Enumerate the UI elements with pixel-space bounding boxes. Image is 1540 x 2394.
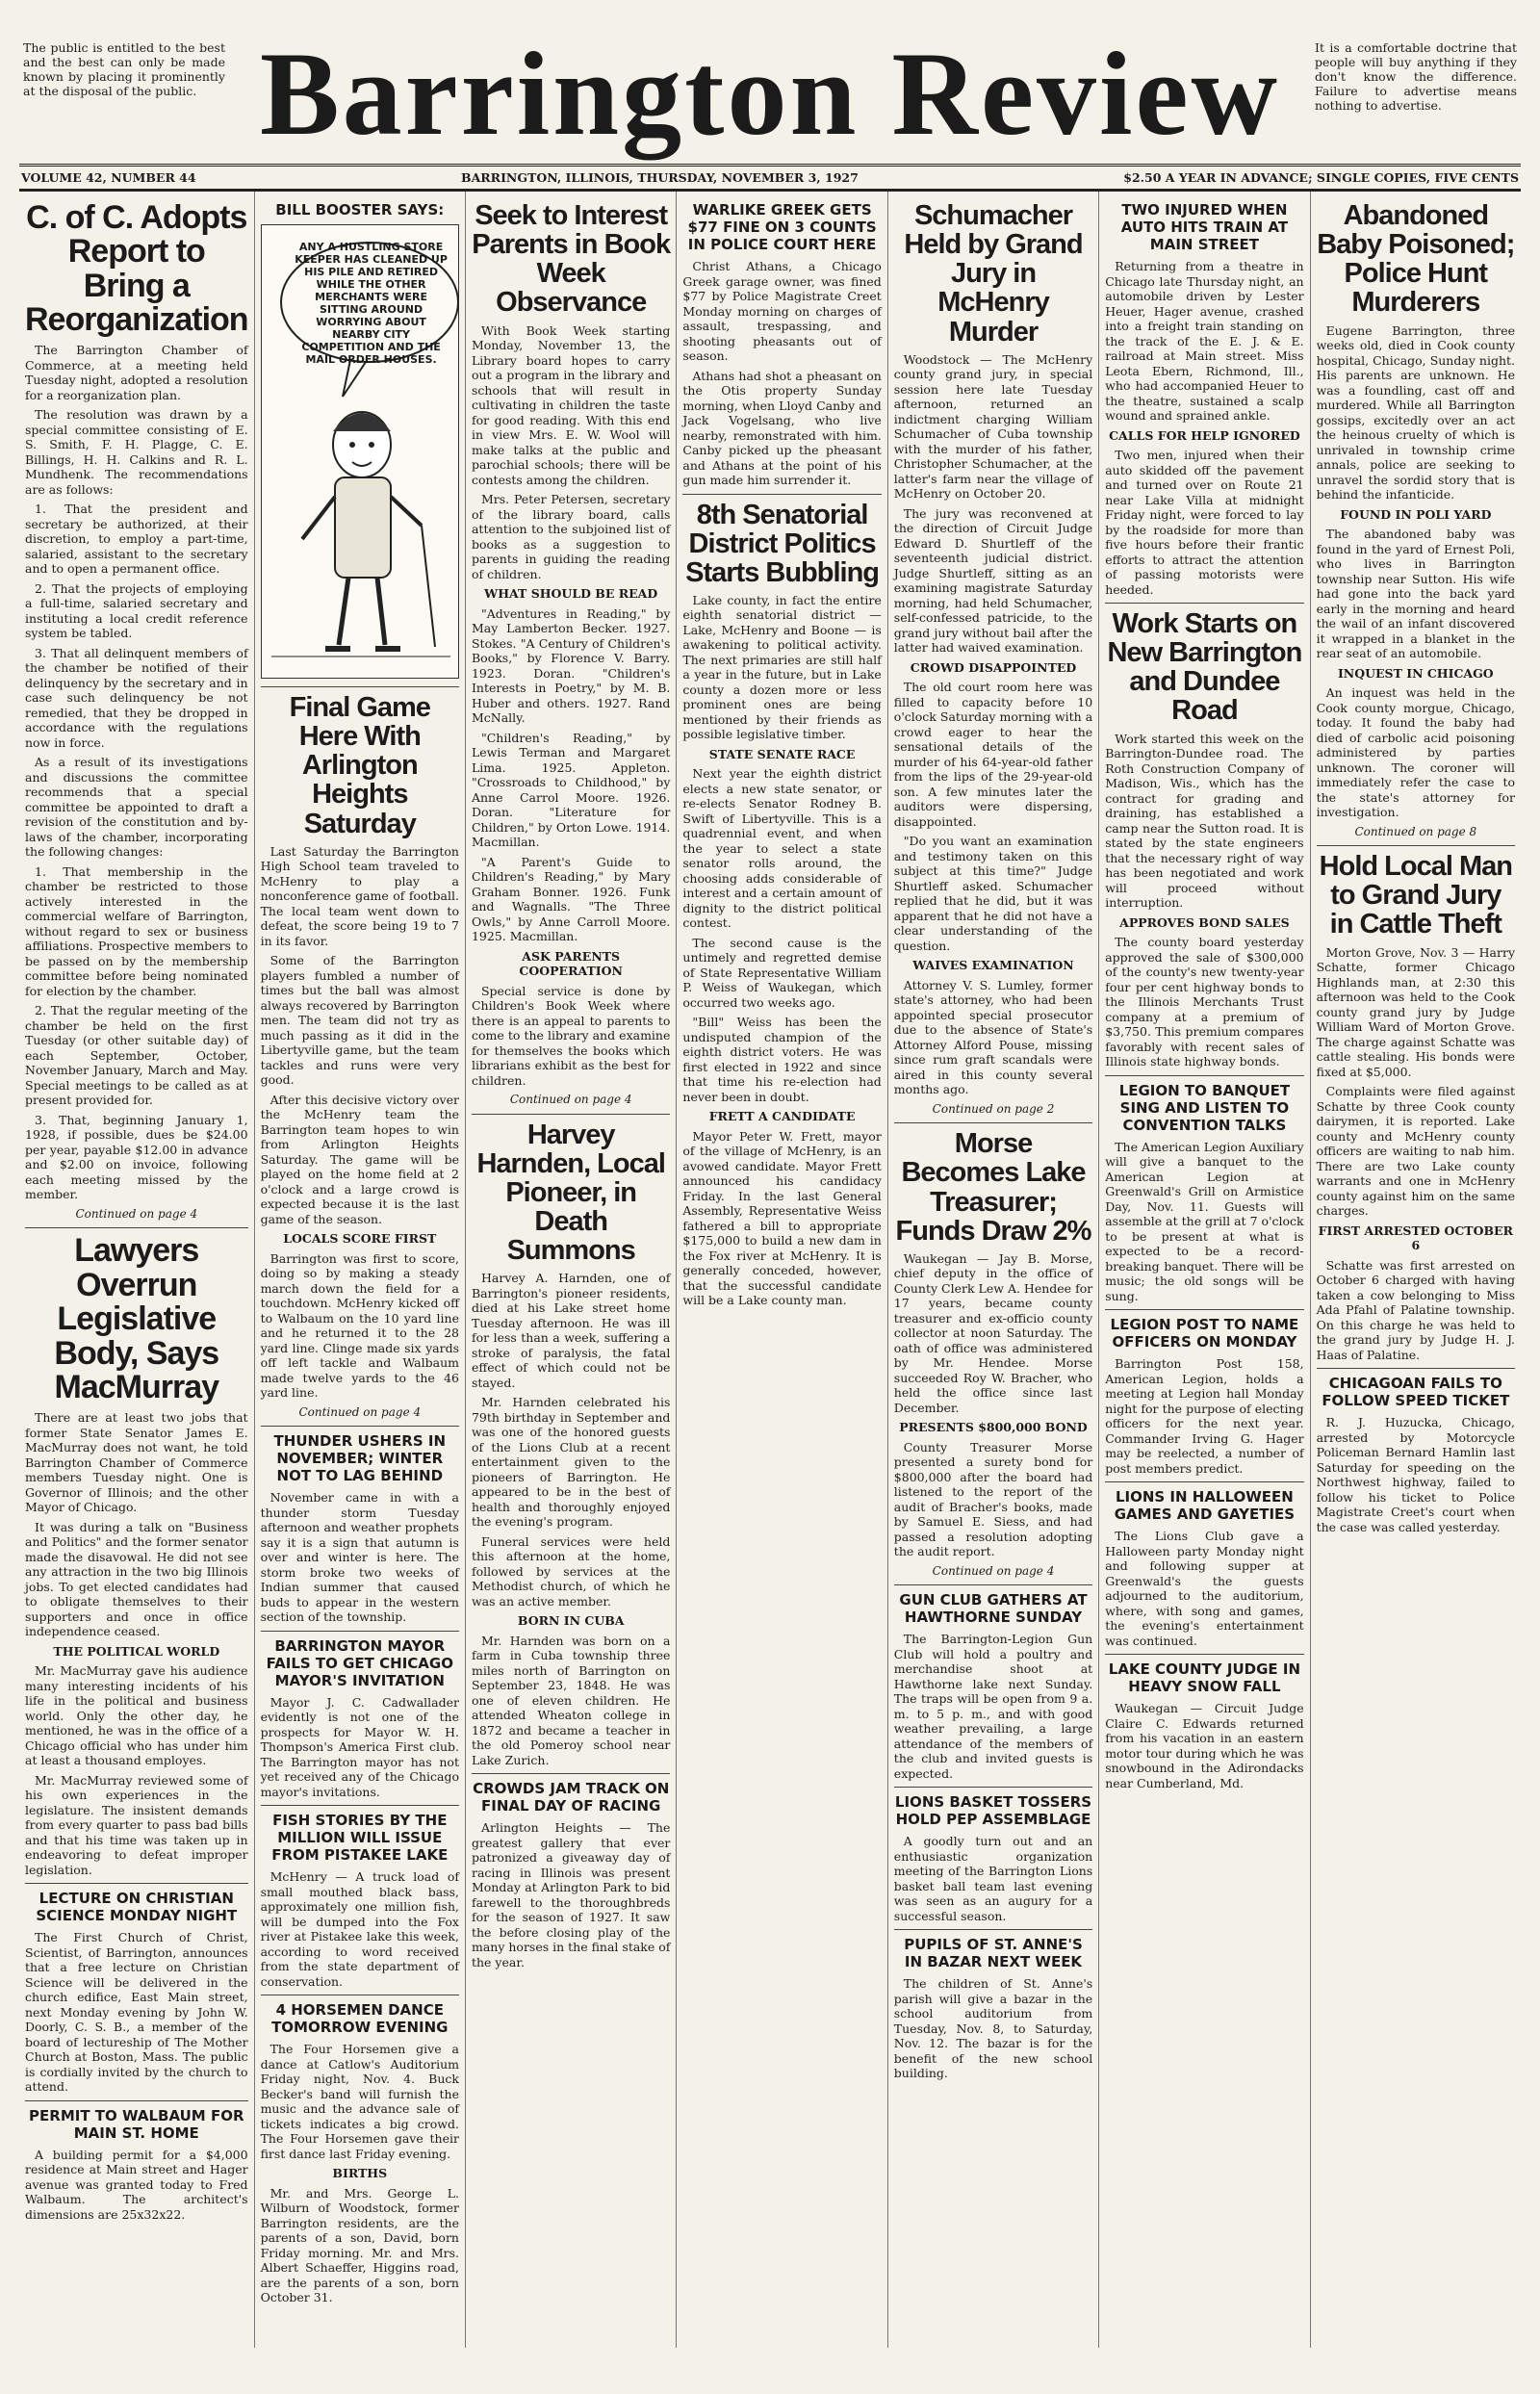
headline-chamber-reorganization: C. of C. Adopts Report to Bring a Reorganization — [25, 199, 248, 339]
subheading: BIRTHS — [332, 2166, 388, 2181]
column-3 — [466, 192, 677, 2348]
article-text: Two men, injured when their auto skidded off the pavement and turned over on Route 21 near Lake Villa at midnight Friday night, were forced to lay by the roadside for more than five hours before their frantic efforts to attract the attention of passing motorists were heeded. — [1105, 448, 1304, 597]
divider — [261, 1631, 459, 1632]
headline-harvey-harnden: Harvey Harnden, Local Pioneer, in Death Summons — [476, 1119, 665, 1267]
headline-crowds-track: CROWDS JAM TRACK ON FINAL DAY OF RACING — [473, 1780, 670, 1815]
headline-horsemen-dance: 4 HORSEMEN DANCE TOMORROW EVENING — [271, 2001, 449, 2037]
headline-mayor-invitation: BARRINGTON MAYOR FAILS TO GET CHICAGO MAYOR'S INVITATION — [266, 1636, 453, 1689]
article-text: An inquest was held in the Cook county morgue, Chicago, today. It found the baby had died of carbolic acid poisoning administered by parties unknown. The coroner will immediately refer the case to the state's attorney for investigation. — [1316, 685, 1516, 820]
subheading: INQUEST IN CHICAGO — [1337, 665, 1494, 681]
article-text: Barrington Post 158, American Legion, holds a meeting at Legion hall Monday night for the purpose of electing officers for the next year. Commander Irving G. Hager may be reelected, a number of post members predict. — [1105, 1356, 1304, 1476]
headline-abandoned-baby: Abandoned Baby Poisoned; Police Hunt Murderers — [1317, 200, 1515, 319]
article-text: Some of the Barrington players fumbled a number of times but the ball was almost always recovered by Barrington men. The team did not try as much passing as it did in the Libertyville game, but the team tackles and runs were very good. — [260, 953, 459, 1088]
article-text: Funeral services were held this afternoon at the home, followed by services at the Methodist church, of which he was an active member. — [471, 1533, 671, 1609]
subheading: WHAT SHOULD BE READ — [484, 586, 658, 602]
article-text: November came in with a thunder storm Tuesday afternoon and weather prophets say it is a sign that autumn is over and winter is here. The storm broke two weeks of Indian summer that caused buds to appear in the western section of the township. — [260, 1490, 459, 1625]
newspaper-page — [19, 19, 1521, 2355]
article-text: Mayor Peter W. Frett, mayor of the village of McHenry, is an avowed candidate. Mayor Frett announced his candidacy Friday. In the last General Assembly, Representative Weiss fathered a bill to appropriate $175,000 to build a new dam in the Fox river at McHenry. It is generally conceded, however, that the successful candidate will be a Lake county man. — [682, 1128, 882, 1308]
article-text: The American Legion Auxiliary will give a banquet to the American Legion at Greenwald's Grill on Armistice Day, Nov. 11. Guests will assemble at the grill at 7 o'clock to be present at what is expected to be a record-breaking banquet. There will be music; the old songs will be sung. — [1105, 1139, 1304, 1303]
column-2 — [255, 192, 466, 2348]
article-text: The abandoned baby was found in the yard of Ernest Poli, who lives in Barrington township near Sutton. His wife had gone into the back yard early in the morning and heard the wail of an infant discovered it wrapped in a blanket in the rear seat of an automobile. — [1316, 527, 1516, 661]
headline-speed-ticket: CHICAGOAN FAILS TO FOLLOW SPEED TICKET — [1322, 1375, 1510, 1410]
subheading: BORN IN CUBA — [517, 1613, 625, 1629]
column-7 — [1311, 192, 1521, 2348]
divider — [261, 1426, 459, 1427]
article-text: The county board yesterday approved the sale of $300,000 of the county's new twenty-year four per cent highway bonds to the Illinois Merchants Trust company at a premium of $3,750. This premium compares favorably with recent sales of Illinois state highway bonds. — [1105, 935, 1304, 1069]
article-text: The children of St. Anne's parish will give a bazar in the school auditorium from Tuesday, Nov. 8, to Saturday, Nov. 12. The bazar is for the benefit of the new school building. — [893, 1976, 1093, 2081]
article-text: Mr. Harnden was born on a farm in Cuba township three miles north of Barrington on September 23, 1848. He was one of eleven children. He attended Wheaton college in 1872 and became a teacher in the old Pomeroy school near Lake Zurich. — [471, 1633, 671, 1767]
headline-thunder-november: THUNDER USHERS IN NOVEMBER; WINTER NOT TO LAG BEHIND — [273, 1432, 447, 1485]
divider — [894, 1122, 1092, 1123]
divider — [261, 1805, 459, 1806]
divider — [1105, 1309, 1303, 1310]
article-text: There are at least two jobs that former State Senator James E. MacMurray does not want, he told Barrington Chamber of Commerce members Tuesday night. One is Governor of Illinois; and the other Mayor of Chicago. — [25, 1410, 248, 1515]
article-text: Mr. MacMurray gave his audience many interesting incidents of his life in the political and business world. Only the other day, he mentioned, he was in the office of a Chicago official who has under him at least a thousand employes. — [25, 1663, 248, 1768]
headline-cattle-theft: Hold Local Man to Grand Jury in Cattle Theft — [1319, 851, 1512, 940]
article-text: Waukegan — Circuit Judge Claire C. Edwards returned from his vacation in an eastern motor tour during which he was snowbound in the Adirondacks near Cumberland, Md. — [1105, 1701, 1304, 1790]
article-text: R. J. Huzucka, Chicago, arrested by Motorcycle Policeman Bernard Hamlin last Saturday for speeding on the Northwest highway, failed to follow his ticket to Police Magistrate Creet's court when the case was called yesterday. — [1316, 1415, 1516, 1534]
headline-gun-club: GUN CLUB GATHERS AT HAWTHORNE SUNDAY — [899, 1591, 1088, 1627]
columns — [19, 192, 1521, 2348]
article-text: The old court room here was filled to capacity before 10 o'clock Saturday morning with a crowd eager to hear the sensational details of the murder of his 64-year-old father from the lips of the 29-year-old son. A few minutes later the auditors were dispersing, disappointed. — [893, 680, 1093, 829]
divider — [261, 686, 459, 687]
article-text: A building permit for a $4,000 residence at Main street and Hager avenue was granted today to Fred Walbaum. The architect's dimensions are 25x32x22. — [25, 2147, 248, 2222]
headline-lawyers-overrun: Lawyers Overrun Legislative Body, Says MacMurray — [54, 1232, 219, 1405]
continued-notice: Continued on page 2 — [932, 1101, 1055, 1116]
article-text: Returning from a theatre in Chicago late Thursday night, an automobile driven by Lester Heuer, Hager avenue, crashed into a freight train standing on the track of the E. J. & E. railroad at Main street. Miss Leota Ebern, Richmond, Ill., who had accompanied Heuer to the theatre, sustained a scalp wound and sprained ankle. — [1105, 259, 1304, 423]
subheading: FOUND IN POLI YARD — [1340, 506, 1492, 522]
headline-st-annes-bazar: PUPILS OF ST. ANNE'S IN BAZAR NEXT WEEK — [904, 1936, 1083, 1971]
divider — [25, 1227, 248, 1228]
article-text: 1. That the president and secretary be authorized, at their discretion, to employ a part-time, salaried, assistant to the secretary and to open a permanent office. — [25, 502, 248, 577]
subheading: ASK PARENTS COOPERATION — [519, 948, 623, 979]
headline-dundee-road: Work Starts on New Barrington and Dundee Road — [1107, 608, 1302, 727]
headline-final-game: Final Game Here With Arlington Heights Saturday — [289, 692, 430, 839]
article-text: 1. That membership in the chamber be restricted to those actively interested in the commercial welfare of Barrington, without regard to sex or business affiliations. Prospective members to be passed on by the membership committee before being nominated for election by the chamber. — [25, 863, 248, 998]
article-text: 3. That, beginning January 1, 1928, if possible, dues be $24.00 per year, payable $12.00 in advance and $2.00 on invoice, following each meeting missed by the member. — [25, 1112, 248, 1202]
subheading: APPROVES BOND SALES — [1119, 914, 1290, 930]
divider — [894, 1787, 1092, 1788]
article-text: "Adventures in Reading," by May Lamberton Becker. 1927. Stokes. "A Century of Children's Books," by Florence V. Barry. 1923. Doran. "Children's Interests in Poetry," by M. B. Huber and others. 1927. Rand McNally. — [471, 605, 671, 726]
article-text: As a result of its investigations and discussions the committee recommends that a special committee be appointed to draft a revision of the constitution and by-laws of the chamber, incorporating the following changes: — [25, 755, 248, 860]
article-text: Morton Grove, Nov. 3 — Harry Schatte, former Chicago Highlands man, at 2:30 this afternoon was held to the Cook county grand jury by Judge William Ward of Morton Grove. The charge against Schatte was cattle stealing. His bonds were fixed at $5,000. — [1316, 944, 1516, 1079]
article-text: Complaints were filed against Schatte by three Cook county dairymen, it is reported. Lake county and McHenry county officers are waiting to nab him. There are two Lake county warrants and one in McHenry county against him on the same charges. — [1316, 1084, 1516, 1219]
article-text: 3. That all delinquent members of the chamber be notified of their delinquency by the secretary and in case such delinquency be not remedied, that they be dropped in accordance with the regulations now in force. — [25, 645, 248, 750]
article-text: It was during a talk on "Business and Politics" and the former senator made the disavowal. He did not see any attraction in the two big Illinois jobs. To get elected candidates had to obligate themselves to their supporters and once in office independence ceased. — [25, 1519, 248, 1639]
article-text: The Barrington Chamber of Commerce, at a meeting held Tuesday night, adopted a resolution for a reorganization plan. — [25, 343, 248, 402]
article-text: "Children's Reading," by Lewis Terman and Margaret Lima. 1925. Appleton. "Crossroads to Childhood," by Anne Carrol Moore. 1926. Doran. "Literature for Children," by Orton Lowe. 1914. Macmillan. — [471, 730, 671, 850]
divider — [894, 1929, 1092, 1930]
article-text: 2. That the projects of employing a full-time, salaried secretary and instituting a local credit reference system be tabled. — [25, 580, 248, 641]
article-text: A goodly turn out and an enthusiastic organization meeting of the Barrington Lions basket ball team last evening was seen as an augury for a successful season. — [893, 1834, 1093, 1923]
article-text: The Lions Club gave a Halloween party Monday night and following supper at Greenwald's the guests adjourned to the auditorium, where, with song and games, the evening's entertainment was continued. — [1105, 1529, 1304, 1648]
headline-bill-booster: BILL BOOSTER SAYS: — [275, 201, 445, 219]
article-text: Special service is done by Children's Book Week where there is an appeal to parents to come to the library and examine for themselves the books which librarians exhibit as the best for children. — [471, 983, 671, 1088]
article-text: After this decisive victory over the McHenry team the Barrington team hopes to win from Arlington Heights Saturday. The game will be played on the home field at 2 o'clock and a large crowd is expected because it is the last game of the season. — [260, 1092, 459, 1226]
column-6 — [1099, 192, 1310, 2348]
divider — [1105, 1075, 1303, 1076]
article-text: The jury was reconvened at the direction of Circuit Judge Edward D. Shurtleff of the seventeenth judicial district. Judge Shurtleff, sitting as an examining magistrate Saturday morning, had held Schumacher, self-confessed patricide, to the grand jury without bail after the latter had waived examination. — [893, 505, 1093, 656]
headline-fish-stories: FISH STORIES BY THE MILLION WILL ISSUE FROM PISTAKEE LAKE — [271, 1812, 449, 1865]
article-text: Mrs. Peter Petersen, secretary of the library board, calls attention to the subjoined list of books as a suggestion to parents in guiding the reading of children. — [471, 492, 671, 581]
continued-notice: Continued on page 4 — [509, 1093, 632, 1107]
divider — [1317, 845, 1515, 846]
newspaper-title: Barrington Review — [259, 28, 1281, 160]
article-text: The First Church of Christ, Scientist, of Barrington, announces that a free lecture on Christian Science will be delivered in the church edifice, East Main street, next Monday evening by John W. Doorly, C. S. B., a member of the board of lectureship of The Mother Church at Boston, Mass. The public is cordially invited by the church to attend. — [25, 1930, 248, 2095]
headline-morse-treasurer: Morse Becomes Lake Treasurer; Funds Draw 2% — [895, 1128, 1091, 1247]
subheading: STATE SENATE RACE — [708, 746, 856, 761]
article-text: Schatte was first arrested on October 6 charged with having taken a cow belonging to Miss Ada Pfahl of Palatine township. On this charge he was held to the grand jury by Judge H. J. Haas of Palatine. — [1316, 1257, 1516, 1362]
article-text: Harvey A. Harnden, one of Barrington's pioneer residents, died at his Lake street home Tuesday afternoon. He was ill for less than a week, suffering a stroke of paralysis, the fatal effect of which could not be stayed. — [471, 1271, 671, 1390]
continued-notice: Continued on page 4 — [932, 1563, 1055, 1578]
headline-warlike-greek: WARLIKE GREEK GETS $77 FINE ON 3 COUNTS IN POLICE COURT HERE — [687, 201, 877, 253]
headline-walbaum-permit: PERMIT TO WALBAUM FOR MAIN ST. HOME — [29, 2106, 244, 2142]
article-text: The resolution was drawn by a special committee consisting of E. S. Smith, F. H. Plagge, C. E. Billings, H. H. Calkins and R. L. Mundhenk. The recommendations are as follows: — [25, 407, 248, 497]
article-text: Last Saturday the Barrington High School team traveled to McHenry to play a nonconference game of football. The local team went down to defeat, the score being 19 to 7 in its favor. — [260, 843, 459, 948]
article-text: Mr. MacMurray reviewed some of his own experiences in the legislature. The insistent demands from every quarter to pass bad bills and that his time was taken up in endeavoring to defeat improper legislation. — [25, 1772, 248, 1877]
headline-legion-officers: LEGION POST TO NAME OFFICERS ON MONDAY — [1110, 1316, 1299, 1351]
divider — [1105, 1654, 1303, 1655]
article-text: The second cause is the untimely and regretted demise of State Representative William P. Weiss of Waukegan, which occurred two weeks ago. — [682, 935, 882, 1010]
article-text: "Do you want an examination and testimony taken on this subject at this time?" Judge Shurtleff asked. Schumacher replied that he did, but it was apparent that he did not have a clear understanding of the question. — [893, 834, 1093, 953]
price: $2.50 A YEAR IN ADVANCE; SINGLE COPIES, FIVE CENTS — [1123, 170, 1519, 185]
article-text: Barrington was first to score, doing so by making a steady march down the field for a touchdown. McHenry kicked off to Walbaum on the 10 yard line and he returned it to the 28 yard line. Clinge made six yards off left tackle and Walbaum made twelve yards to the 46 yard line. — [260, 1250, 459, 1401]
article-text: 2. That the regular meeting of the chamber be held on the first Tuesday (or other suitable day) of each September, October, November January, March and May. Special meetings to be called as at present provided for. — [25, 1003, 248, 1108]
masthead — [19, 19, 1521, 167]
article-text: Lake county, in fact the entire eighth senatorial district — Lake, McHenry and Boone — is awakening to political activity. The next primaries are still half a year in the future, but in Lake county a dozen more or less prominent ones are being mentioned by their friends as possible legislative timber. — [682, 592, 882, 742]
column-1 — [19, 192, 255, 2348]
column-4 — [677, 192, 887, 2348]
subheading: FIRST ARRESTED OCTOBER 6 — [1318, 1223, 1513, 1253]
divider — [25, 1883, 248, 1884]
subheading: PRESENTS $800,000 BOND — [899, 1420, 1088, 1435]
subheading: LOCALS SCORE FIRST — [283, 1231, 437, 1247]
column-5 — [888, 192, 1099, 2348]
article-text: Mayor J. C. Cadwallader evidently is not one of the prospects for Mayor W. H. Thompson's America First club. The Barrington mayor has not yet received any of the Chicago mayor's invitations. — [260, 1694, 459, 1799]
article-text: "A Parent's Guide to Children's Reading," by Mary Graham Bonner. 1926. Funk and Wagnalls. "The Three Owls," by Anne Carroll Moore. 1925. Macmillan. — [471, 854, 671, 944]
divider — [682, 494, 881, 495]
article-text: Work started this week on the Barrington-Dundee road. The Roth Construction Company of Madison, Wis., which has the contract for grading and draining, has established a camp near the Sutton road. It is stated by the state engineers that the necessary right of way has been negotiated and work will proceed without interruption. — [1105, 731, 1304, 911]
continued-notice: Continued on page 8 — [1354, 824, 1477, 838]
ear-right: It is a comfortable doctrine that people will buy anything if they don't know the difference. Failure to advertise means nothing to advertise. — [1315, 40, 1517, 113]
headline-senatorial-politics: 8th Senatorial District Politics Starts Bubbling — [685, 499, 880, 588]
volume-number: VOLUME 42, NUMBER 44 — [21, 170, 196, 185]
headline-book-week: Seek to Interest Parents in Book Week Observance — [472, 200, 671, 319]
divider — [1105, 1481, 1303, 1482]
cartoon-caption: ANY A HUSTLING STORE KEEPER HAS CLEANED UP HIS PILE AND RETIRED WHILE THE OTHER MERCHANTS WERE SITTING AROUND WORRYING ABOUT NEARBY CITY COMPETITION AND THE MAIL ORDER HOUSES. — [295, 241, 448, 366]
headline-auto-hits-train: TWO INJURED WHEN AUTO HITS TRAIN AT MAIN STREET — [1120, 201, 1289, 253]
subheading: FRETT A CANDIDATE — [708, 1109, 856, 1124]
continued-notice: Continued on page 4 — [298, 1404, 422, 1419]
headline-lions-basket: LIONS BASKET TOSSERS HOLD PEP ASSEMBLAGE — [894, 1793, 1092, 1829]
article-text: Eugene Barrington, three weeks old, died in Cook county hospital, Chicago, Sunday night. His parents are unknown. He was a foundling, cast off and murdered. While all Barrington gossips, excitedly over an act the heinous cruelty of which is unrivaled in township crime annals, police are seeking to unravel the sordid story that is behind the infanticide. — [1316, 322, 1516, 502]
divider — [1317, 1368, 1515, 1369]
bill-booster-cartoon — [261, 224, 459, 679]
subheading: WAIVES EXAMINATION — [912, 958, 1074, 973]
divider — [25, 2100, 248, 2101]
subheading: CROWD DISAPPOINTED — [910, 659, 1077, 675]
place-date: BARRINGTON, ILLINOIS, THURSDAY, NOVEMBER 3, 1927 — [461, 170, 859, 185]
dateline — [19, 167, 1521, 192]
article-text: McHenry — A truck load of small mouthed black bass, approximately one million fish, will be dumped into the Fox river at Pistakee lake this week, according to word received from the state department of conservation. — [260, 1869, 459, 1989]
divider — [472, 1773, 670, 1774]
continued-notice: Continued on page 4 — [75, 1206, 198, 1221]
article-text: With Book Week starting Monday, November 13, the Library board hopes to carry out a program in the library and schools that will result in cultivating in children the taste for good reading. With this end in view Mrs. E. W. Wool will make talks at the public and parochial schools; there will be contests among the children. — [471, 322, 671, 487]
headline-christian-science-lecture: LECTURE ON CHRISTIAN SCIENCE MONDAY NIGHT — [36, 1890, 238, 1925]
article-text: Next year the eighth district elects a new state senator, or re-elects Senator Rodney B. Swift of Libertyville. This is a quadrennial event, and when the year to select a state senator rolls around, the choosing adds considerable of interest and a certain amount of dignity to the district political contest. — [682, 766, 882, 931]
ear-left: The public is entitled to the best and the best can only be made known by placing it prominently at the disposal of the public. — [23, 40, 225, 98]
article-text: Christ Athans, a Chicago Greek garage owner, was fined $77 by Police Magistrate Creet Monday morning on charges of assault, trespassing, and shooting pheasants out of season. — [682, 259, 882, 363]
divider — [1105, 603, 1303, 604]
article-text: Attorney V. S. Lumley, former state's attorney, who had been appointed special prosecutor due to the absence of State's Attorney Alford Pouse, missing since rum graft scandals were aired in this county several months ago. — [893, 977, 1093, 1097]
article-text: Woodstock — The McHenry county grand jury, in special session here late Tuesday afternoon, returned an indictment charging William Schumacher of Cuba township with the murder of his father, Christopher Schumacher, at the latter's farm near the village of McHenry on October 20. — [893, 351, 1093, 502]
article-text: The Four Horsemen give a dance at Catlow's Auditorium Friday night, Nov. 4. Buck Becker's band will furnish the music and the advance sale of tickets indicates a big crowd. The Four Horsemen gave their first dance last Friday evening. — [260, 2042, 459, 2161]
divider — [894, 1584, 1092, 1585]
article-text: County Treasurer Morse presented a surety bond for $800,000 after the board had listened to the report of the audit of Bracher's books, made by Samuel E. Siess, and had passed a resolution adopting the audit report. — [893, 1439, 1093, 1559]
article-text: "Bill" Weiss has been the undisputed champion of the eighth district voters. He was first elected in 1922 and since that time his re-election had never been in doubt. — [682, 1015, 882, 1104]
article-text: Mr. and Mrs. George L. Wilburn of Woodstock, former Barrington residents, are the parents of a son, David, born Friday morning. Mr. and Mrs. Albert Schaeffer, Higgins road, are the parents of a son, born October 31. — [260, 2185, 459, 2305]
article-text: Waukegan — Jay B. Morse, chief deputy in the office of County Clerk Lew A. Hendee for 17 years, became county treasurer and ex-officio county collector at noon Saturday. The oath of office was administered by Mr. Hendee. Morse succeeded Roy W. Bracher, who held the office since last December. — [893, 1250, 1093, 1415]
article-text: The Barrington-Legion Gun Club will hold a poultry and merchandise shoot at Hawthorne lake next Sunday. The traps will be open from 9 a. m. to 5 p. m., and with good weather prevailing, a large attendance of the members of the club and invited guests is expected. — [893, 1632, 1093, 1781]
subheading: THE POLITICAL WORLD — [53, 1643, 220, 1659]
article-text: Athans had shot a pheasant on the Otis property Sunday morning, when Lloyd Canby and Jack Vogelsang, who live nearby, remonstrated with him. Canby picked up the pheasant and Athans at the point of his gun made him surrender it. — [682, 368, 882, 487]
article-text: Mr. Harnden celebrated his 79th birthday in September and was one of the honored guests of the Lions Club at a recent entertainment given to the pioneers of Barrington. He appeared to be in the best of health and thoroughly enjoyed the evening's program. — [471, 1395, 671, 1530]
headline-legion-banquet: LEGION TO BANQUET SING AND LISTEN TO CONVENTION TALKS — [1118, 1081, 1291, 1134]
subheading: CALLS FOR HELP IGNORED — [1109, 427, 1300, 443]
headline-schumacher-held: Schumacher Held by Grand Jury in McHenry Murder — [904, 200, 1083, 348]
headline-judge-snow: LAKE COUNTY JUDGE IN HEAVY SNOW FALL — [1108, 1660, 1300, 1696]
headline-lions-halloween: LIONS IN HALLOWEEN GAMES AND GAYETIES — [1114, 1488, 1296, 1524]
article-text: Arlington Heights — The greatest gallery that ever patronized a giveaway day of racing in Illinois was present Monday at Arlington Park to bid farewell to the thoroughbreds for the season of 1927. It saw the before closing play of the many horses in the final stake of the year. — [471, 1820, 671, 1969]
divider — [472, 1114, 670, 1115]
